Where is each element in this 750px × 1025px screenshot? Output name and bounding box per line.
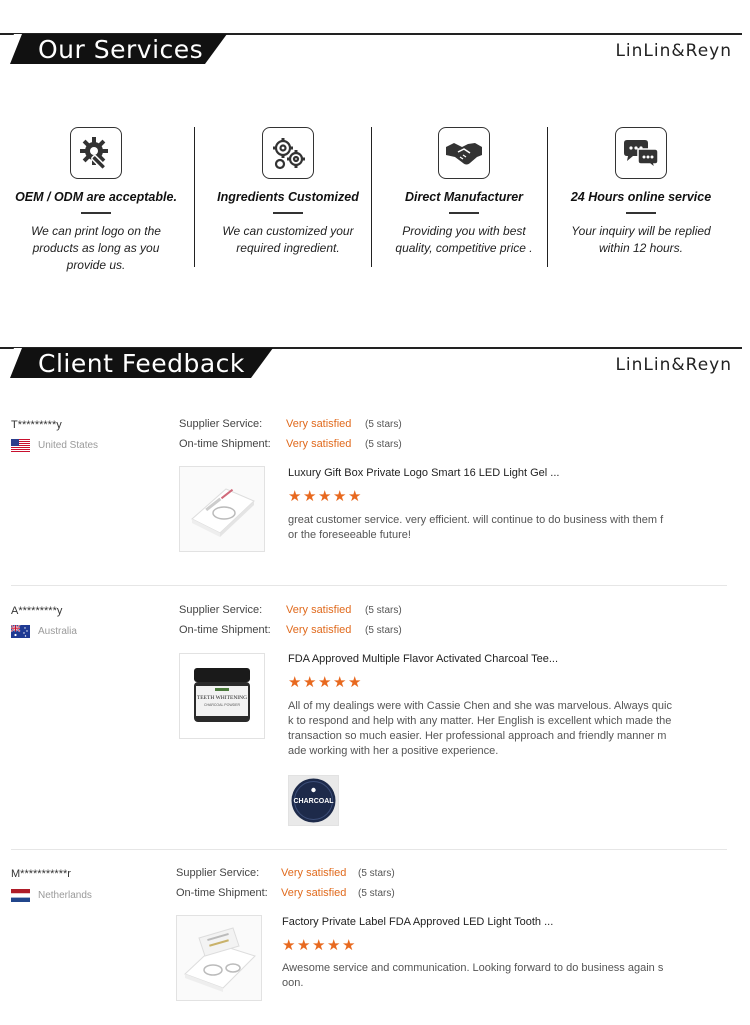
supplier-service-label: Supplier Service:	[176, 867, 260, 879]
reviewer-name: T*********y	[11, 419, 62, 431]
product-thumbnail[interactable]	[176, 915, 262, 1001]
shipment-stars: (5 stars)	[365, 625, 402, 636]
star-icon: ★	[312, 937, 327, 954]
shipment-label: On-time Shipment:	[179, 624, 271, 636]
shipment-value: Very satisfied	[281, 887, 347, 899]
star-icon: ★	[288, 674, 303, 691]
shipment-value: Very satisfied	[286, 438, 352, 450]
review-divider	[11, 849, 727, 850]
shipment-label: On-time Shipment:	[179, 438, 271, 450]
star-icon: ★	[297, 937, 312, 954]
star-icon: ★	[303, 674, 318, 691]
review-comment: Awesome service and communication. Looking forward to do business again s oon.	[282, 962, 664, 989]
review-divider	[11, 585, 727, 586]
product-title[interactable]: FDA Approved Multiple Flavor Activated Charcoal Tee...	[288, 653, 559, 665]
service-online	[553, 127, 729, 257]
brand-name: LinLin&Reyn	[615, 41, 732, 61]
star-icon: ★	[318, 674, 333, 691]
divider	[273, 212, 303, 214]
star-icon: ★	[327, 937, 342, 954]
service-oem	[8, 127, 184, 274]
review-comment: All of my dealings were with Cassie Chen and she was marvelous. Always quic k to respond and help with any matter. Her English is excellent which made the transaction so much easier. Her professional approach and friendly manner m ade working with her a positive experience.	[288, 700, 672, 757]
review-comment: great customer service. very efficient. will continue to do business with them f or the foreseeable future!	[288, 514, 664, 541]
gears-icon	[262, 127, 314, 179]
service-manufacturer	[376, 127, 552, 257]
service-description: We can print logo on the products as long as you provide us.	[31, 223, 161, 272]
supplier-service-stars: (5 stars)	[365, 605, 402, 616]
star-icon: ★	[303, 488, 318, 505]
product-title[interactable]: Luxury Gift Box Private Logo Smart 16 LED Light Gel ...	[288, 467, 560, 479]
star-icon: ★	[333, 488, 348, 505]
brand-name: LinLin&Reyn	[615, 355, 732, 375]
chat-bubbles-icon	[615, 127, 667, 179]
nl-flag-icon	[11, 889, 30, 902]
jar-label: TEETH WHITENING	[196, 695, 248, 701]
reviewer-name: A*********y	[11, 605, 63, 617]
feedback-banner	[0, 347, 750, 383]
product-thumbnail[interactable]	[179, 653, 265, 739]
attachment-label: CHARCOAL	[293, 798, 334, 805]
supplier-service-stars: (5 stars)	[358, 868, 395, 879]
product-thumbnail[interactable]	[179, 466, 265, 552]
star-icon: ★	[342, 937, 357, 954]
shipment-value: Very satisfied	[286, 624, 352, 636]
star-icon: ★	[288, 488, 303, 505]
star-icon: ★	[333, 674, 348, 691]
column-separator	[371, 127, 372, 267]
divider	[626, 212, 656, 214]
review-attachment-image[interactable]	[288, 775, 339, 826]
service-name: 24 Hours online service	[570, 190, 712, 204]
services-title: Our Services	[38, 35, 204, 64]
supplier-service-value: Very satisfied	[286, 604, 352, 616]
supplier-service-value: Very satisfied	[286, 418, 352, 430]
handshake-icon	[438, 127, 490, 179]
supplier-service-label: Supplier Service:	[179, 418, 263, 430]
service-description: We can customized your required ingredient.	[222, 223, 354, 255]
au-flag-icon	[11, 625, 30, 638]
star-icon: ★	[348, 488, 363, 505]
reviewer-country	[11, 439, 98, 452]
star-icon: ★	[348, 674, 363, 691]
star-rating	[282, 936, 357, 954]
product-title[interactable]: Factory Private Label FDA Approved LED Light Tooth ...	[282, 916, 554, 928]
services-banner	[0, 33, 750, 69]
reviewer-country	[11, 889, 92, 902]
service-description: Your inquiry will be replied within 12 hours.	[571, 223, 711, 255]
services-row	[0, 127, 750, 277]
divider	[449, 212, 479, 214]
shipment-stars: (5 stars)	[358, 888, 395, 899]
service-name: Direct Manufacturer	[404, 190, 524, 204]
supplier-service-value: Very satisfied	[281, 867, 347, 879]
star-icon: ★	[282, 937, 297, 954]
column-separator	[194, 127, 195, 267]
feedback-title: Client Feedback	[38, 349, 245, 378]
service-name: OEM / ODM are acceptable.	[15, 190, 177, 204]
country-name: Australia	[38, 626, 77, 637]
service-description: Providing you with best quality, competitive price .	[395, 223, 533, 255]
star-icon: ★	[318, 488, 333, 505]
star-rating	[288, 673, 363, 691]
us-flag-icon	[11, 439, 30, 452]
star-rating	[288, 487, 363, 505]
reviewer-name: M***********r	[11, 868, 71, 880]
column-separator	[547, 127, 548, 267]
service-ingredients	[200, 127, 376, 257]
gear-wrench-icon	[70, 127, 122, 179]
jar-subtitle: CHARCOAL POWDER	[203, 703, 241, 707]
divider	[81, 212, 111, 214]
supplier-service-label: Supplier Service:	[179, 604, 263, 616]
service-name: Ingredients Customized	[217, 190, 359, 204]
reviewer-country	[11, 625, 77, 638]
country-name: Netherlands	[38, 890, 92, 901]
shipment-stars: (5 stars)	[365, 439, 402, 450]
country-name: United States	[38, 440, 99, 451]
supplier-service-stars: (5 stars)	[365, 419, 402, 430]
shipment-label: On-time Shipment:	[176, 887, 268, 899]
